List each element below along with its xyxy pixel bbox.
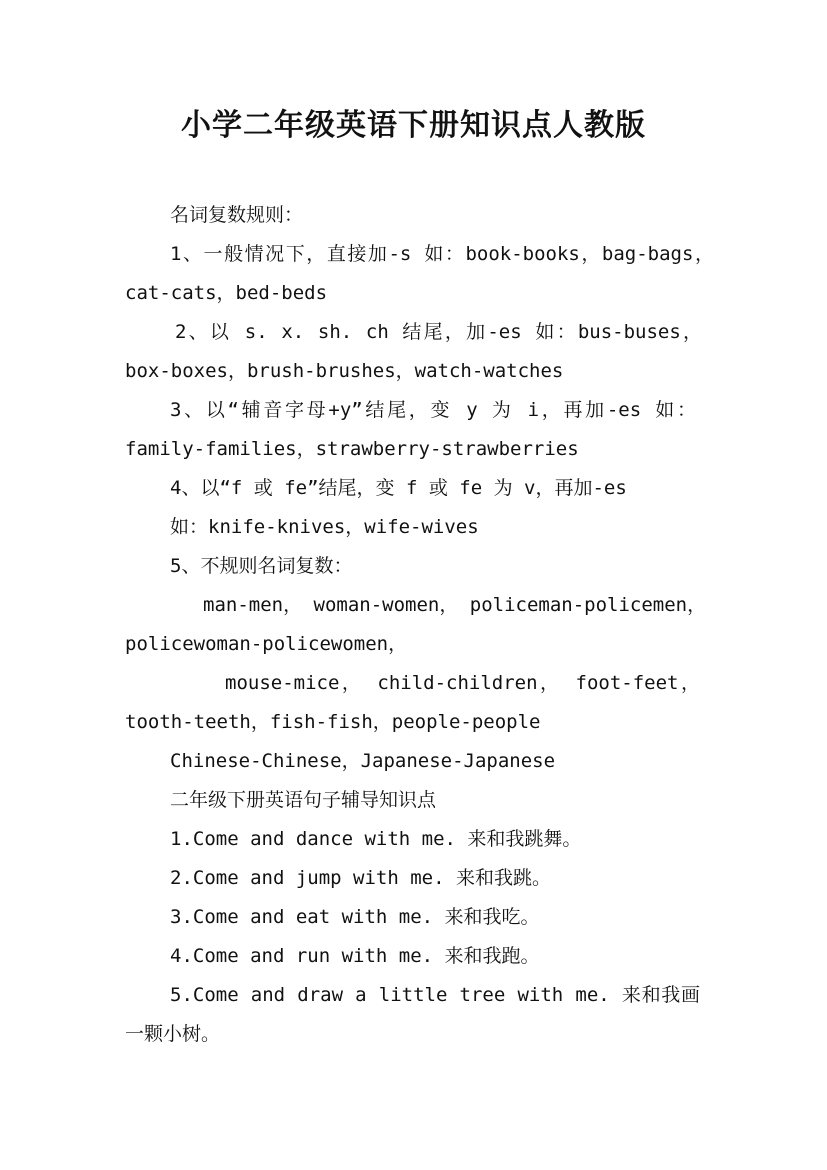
rule-5-line-3: mouse-mice， child-children， foot-feet， <box>225 672 700 694</box>
sentence-4: 4.Come and run with me. 来和我跑。 <box>170 945 540 967</box>
rule-5-line-2: policewoman-policewomen， <box>125 633 408 655</box>
rule-5-heading: 5、不规则名词复数： <box>170 555 353 577</box>
rule-4-line-2: 如：knife-knives，wife-wives <box>170 516 479 538</box>
sentence-5-line-2: 一颗小树。 <box>125 1023 221 1045</box>
rule-5-line-5: Chinese-Chinese，Japanese-Japanese <box>170 750 556 772</box>
rule-5-line-1: man-men， woman-women， policeman-policemen， <box>203 594 707 616</box>
rule-1-line-1: 1、一般情况下，直接加-s 如：book-books，bag-bags， <box>170 243 714 265</box>
rule-1-line-2: cat-cats，bed-beds <box>125 282 328 304</box>
sentence-1: 1.Come and dance with me. 来和我跳舞。 <box>170 828 582 850</box>
section-heading-sentences: 二年级下册英语句子辅导知识点 <box>170 789 437 811</box>
rule-2-line-1: 2、以 s. x. sh. ch 结尾，加-es 如：bus-buses， <box>175 321 702 343</box>
sentence-2: 2.Come and jump with me. 来和我跳。 <box>170 867 551 889</box>
rule-3-line-1: 3、以“辅音字母+y”结尾，变 y 为 i，再加-es 如： <box>170 399 696 421</box>
document-title: 小学二年级英语下册知识点人教版 <box>181 108 646 143</box>
rule-2-line-2: box-boxes，brush-brushes，watch-watches <box>125 360 564 382</box>
sentence-3: 3.Come and eat with me. 来和我吃。 <box>170 906 540 928</box>
sentence-5-line-1: 5.Come and draw a little tree with me. 来和我画 <box>170 984 700 1006</box>
rule-4-line-1: 4、以“f 或 fe”结尾，变 f 或 fe 为 v，再加-es <box>170 477 627 499</box>
rule-3-line-2: family-families，strawberry-strawberries <box>125 438 579 460</box>
rule-5-line-4: tooth-teeth，fish-fish，people-people <box>125 711 541 733</box>
section-heading-plural-rules: 名词复数规则： <box>170 204 304 226</box>
